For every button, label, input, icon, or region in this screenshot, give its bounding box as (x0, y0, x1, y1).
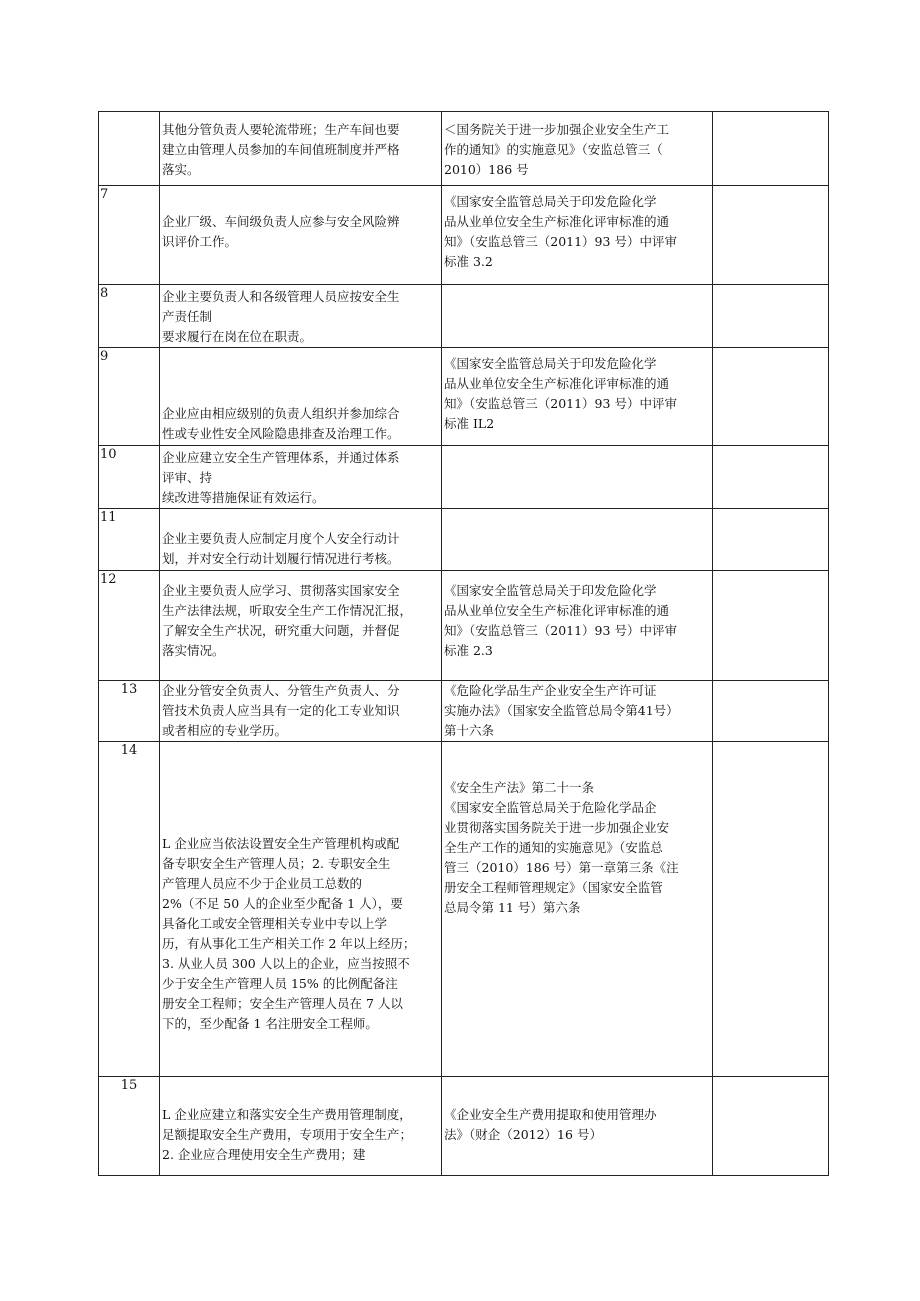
requirement-text: 企业主要负责人应制定月度个人安全行动计 划，并对安全行动计划履行情况进行考核。 (162, 531, 400, 566)
legal-basis-text: 《企业安全生产费用提取和使用管理办 法》（财企（2012）16 号） (444, 1107, 657, 1142)
table-row (99, 509, 829, 571)
requirement-cell (160, 112, 442, 186)
legal-basis-cell (442, 742, 713, 1077)
remarks-cell (713, 186, 829, 285)
table-row (99, 285, 829, 348)
legal-basis-cell (442, 509, 713, 571)
requirement-cell (160, 446, 442, 509)
row-number-cell: 8 (99, 285, 160, 348)
legal-basis-cell (442, 571, 713, 681)
remarks-cell (713, 285, 829, 348)
remarks-cell (713, 1077, 829, 1176)
requirement-text: 企业主要负责人应学习、贯彻落实国家安全 生产法律法规，听取安全生产工作情况汇报， 了解安全生产状况，研究重大问题，并督促 落实情况。 (162, 583, 413, 658)
remarks-cell (713, 509, 829, 571)
legal-basis-cell (442, 681, 713, 742)
legal-basis-cell (442, 186, 713, 285)
requirement-text: 其他分管负责人要轮流带班；生产车间也要 建立由管理人员参加的车间值班制度并严格 落实。 (162, 122, 400, 177)
row-number-cell: 7 (99, 186, 160, 285)
remarks-cell (713, 742, 829, 1077)
legal-basis-text: 《国家安全监管总局关于印发危险化学 品从业单位安全生产标准化评审标准的通 知》（安监总管三（2011）93 号）中评审 标准 2.3 (444, 583, 677, 658)
table-row (99, 348, 829, 446)
requirement-cell (160, 681, 442, 742)
requirement-text: L 企业应当依法设置安全生产管理机构或配 备专职安全生产管理人员；2. 专职安全生 产管理人员应不少于企业员工总数的 2%（不足 50 人的企业至少配备 1 人），要 具备化工或安全管理相关专业中专以上学 历，有从事化工生产相关工作 2 年以上经历； 3. 从业人员 300 人以上的企业，应当按照不 少于安全生产管理人员 15% 的比例配备注 册安全工程师；安全生产管理人员在 7 人以 下的，至少配备 1 名注册安全工程师。 (162, 836, 416, 1031)
requirement-cell (160, 742, 442, 1077)
legal-basis-text: ＜国务院关于进一步加强企业安全生产工 作的通知》的实施意见》（安监总管三（ 2010）186 号 (444, 122, 670, 177)
remarks-cell (713, 446, 829, 509)
requirement-cell (160, 571, 442, 681)
requirement-text: 企业应由相应级别的负责人组织并参加综合 性或专业性安全风险隐患排查及治理工作。 (162, 406, 400, 441)
legal-basis-cell (442, 1077, 713, 1176)
row-number-cell: 15 (99, 1077, 160, 1176)
remarks-cell (713, 348, 829, 446)
requirement-cell (160, 509, 442, 571)
table-row (99, 112, 829, 186)
table-row (99, 681, 829, 742)
table-row (99, 742, 829, 1077)
row-number-cell (99, 112, 160, 186)
requirement-cell (160, 186, 442, 285)
table-row (99, 186, 829, 285)
remarks-cell (713, 112, 829, 186)
remarks-cell (713, 571, 829, 681)
table-row (99, 1077, 829, 1176)
requirement-cell (160, 1077, 442, 1176)
requirement-text: 企业厂级、车间级负责人应参与安全风险辨 识评价工作。 (162, 214, 400, 249)
legal-basis-cell (442, 285, 713, 348)
legal-basis-cell (442, 446, 713, 509)
requirement-text: 企业分管安全负责人、分管生产负责人、分 管技术负责人应当具有一定的化工专业知识 或者相应的专业学历。 (162, 683, 400, 738)
legal-basis-cell (442, 112, 713, 186)
row-number-cell: 12 (99, 571, 160, 681)
row-number-cell: 13 (99, 681, 160, 742)
legal-basis-text: 《危险化学品生产企业安全生产许可证 实施办法》（国家安全监管总局令第41号） 第十六条 (444, 683, 679, 738)
legal-basis-text: 《安全生产法》第二十一条 《国家安全监管总局关于危险化学品企 业贯彻落实国务院关于进一步加强企业安 全生产工作的通知的实施意见》（安监总 管三（2010）186 号）第一章第三条《注 册安全工程师管理规定》（国家安全监管 总局令第 11 号）第六条 (444, 780, 679, 915)
requirement-text: 企业主要负责人和各级管理人员应按安全生 产责任制 要求履行在岗在位在职责。 (162, 289, 400, 344)
row-number-cell: 9 (99, 348, 160, 446)
requirements-table (98, 111, 829, 1176)
row-number-cell: 10 (99, 446, 160, 509)
remarks-cell (713, 681, 829, 742)
legal-basis-text: 《国家安全监管总局关于印发危险化学 品从业单位安全生产标准化评审标准的通 知》（安监总管三（2011）93 号）中评审 标准 IL2 (444, 356, 677, 431)
legal-basis-text: 《国家安全监管总局关于印发危险化学 品从业单位安全生产标准化评审标准的通 知》（安监总管三（2011）93 号）中评审 标准 3.2 (444, 194, 677, 269)
row-number-cell: 14 (99, 742, 160, 1077)
table-row (99, 571, 829, 681)
requirement-cell (160, 348, 442, 446)
legal-basis-cell (442, 348, 713, 446)
row-number-cell: 11 (99, 509, 160, 571)
requirement-text: 企业应建立安全生产管理体系，并通过体系 评审、持 续改进等措施保证有效运行。 (162, 450, 400, 505)
requirement-text: L 企业应建立和落实安全生产费用管理制度， 足额提取安全生产费用，专项用于安全生产； 2. 企业应合理使用安全生产费用；建 (162, 1107, 413, 1162)
requirement-cell (160, 285, 442, 348)
table-row (99, 446, 829, 509)
